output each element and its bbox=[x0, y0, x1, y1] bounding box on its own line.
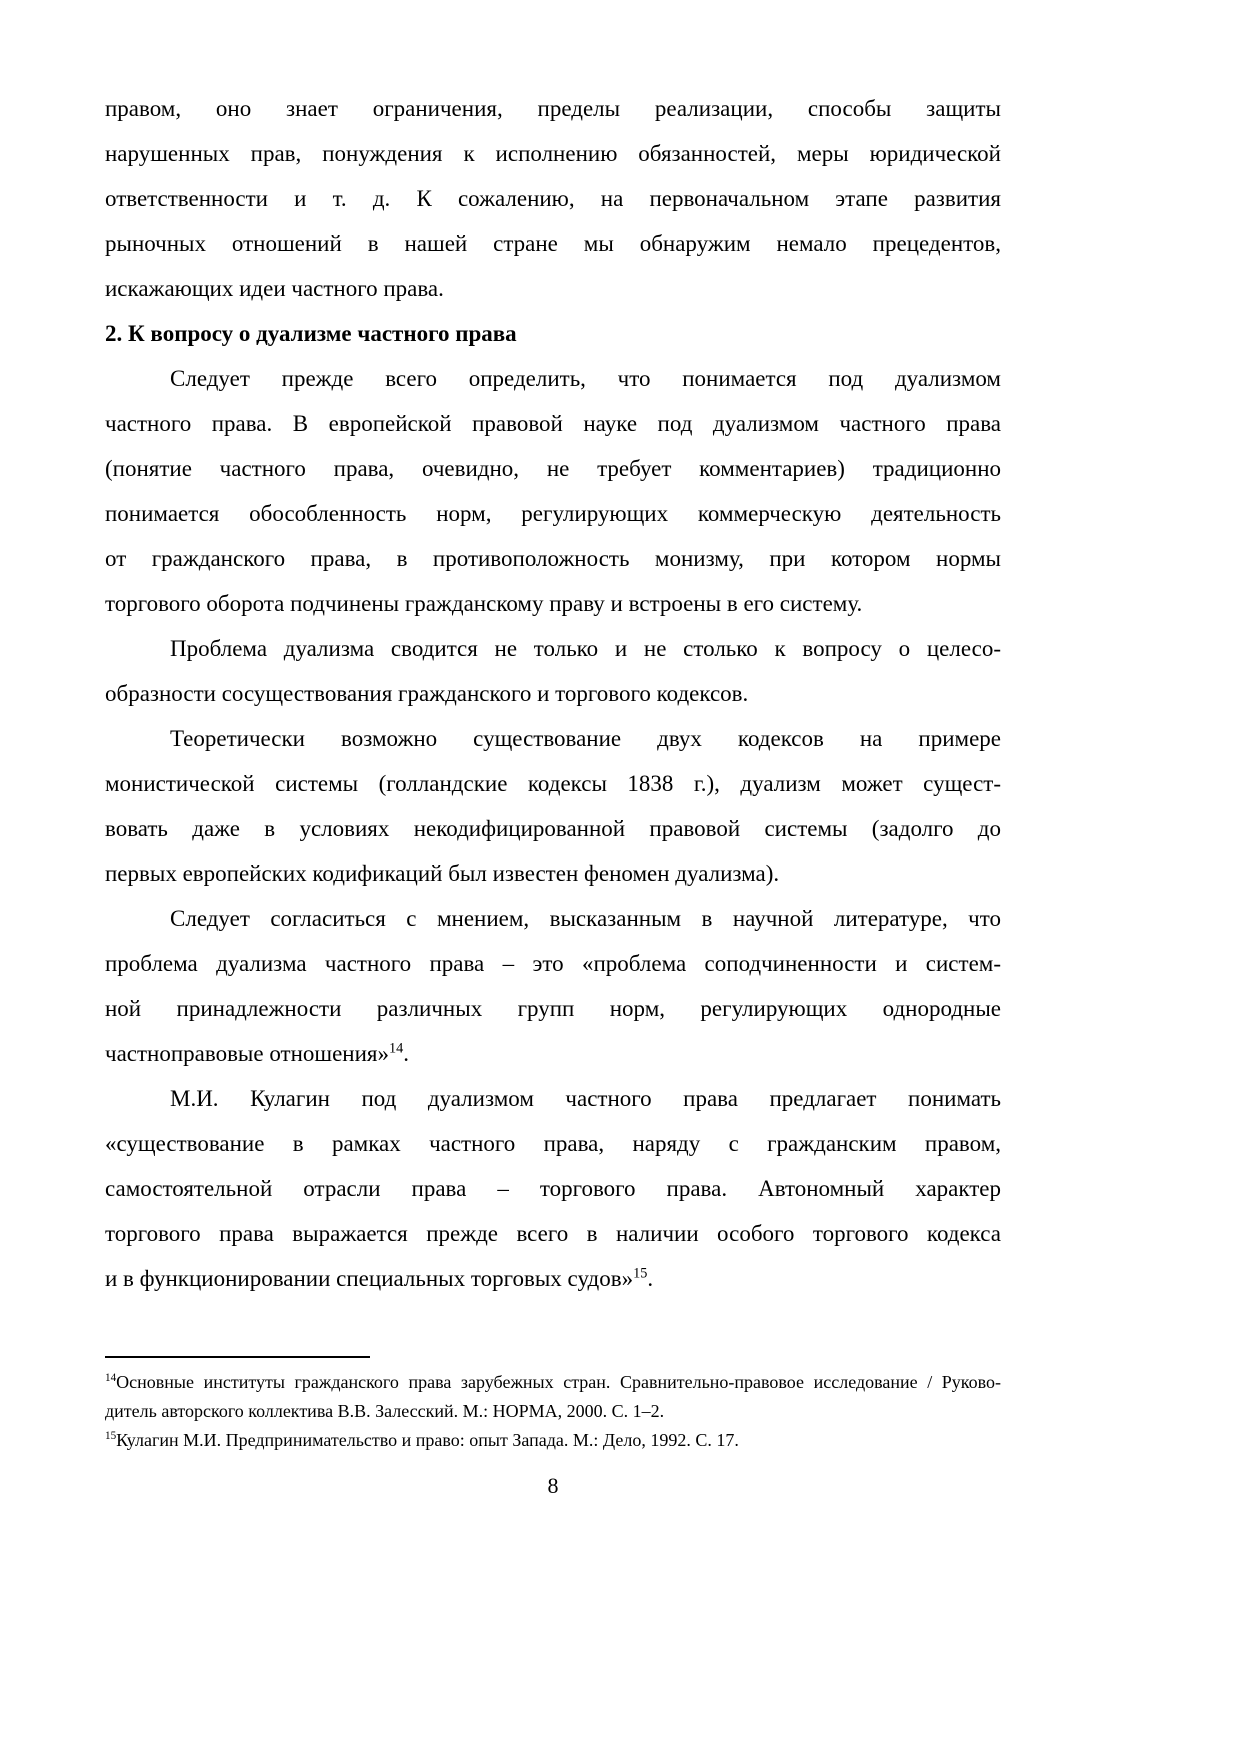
paragraph bbox=[105, 716, 1001, 896]
paragraph bbox=[105, 1076, 1001, 1301]
text-line: Следует прежде всего определить, что понимается под дуализмом bbox=[170, 366, 1001, 391]
text-line: торгового оборота подчинены гражданскому праву и встроены в его систему. bbox=[105, 591, 863, 616]
text-line: монистической системы (голландские кодексы 1838 г.), дуализм может сущест- bbox=[105, 771, 1001, 796]
content bbox=[105, 86, 1001, 1301]
text-line: Теоретически возможно существование двух кодексов на примере bbox=[170, 726, 1001, 751]
footnotes bbox=[105, 1356, 1001, 1455]
text-line: проблема дуализма частного права – это «проблема соподчиненности и систем- bbox=[105, 951, 1001, 976]
text-line: образности сосуществования гражданского и торгового кодексов. bbox=[105, 681, 749, 706]
text-line: ответственности и т. д. К сожалению, на первоначальном этапе развития bbox=[105, 186, 1001, 211]
paragraph bbox=[105, 626, 1001, 716]
text-line: частного права. В европейской правовой науке под дуализмом частного права bbox=[105, 411, 1001, 436]
text-line: «существование в рамках частного права, наряду с гражданским правом, bbox=[105, 1131, 1001, 1156]
paragraph bbox=[105, 356, 1001, 626]
text-line: искажающих идеи частного права. bbox=[105, 276, 444, 301]
paragraph bbox=[105, 896, 1001, 1076]
text-line: правом, оно знает ограничения, пределы реализации, способы защиты bbox=[105, 96, 1001, 121]
text-line: М.И. Кулагин под дуализмом частного права предлагает понимать bbox=[170, 1086, 1001, 1111]
text-line: от гражданского права, в противоположность монизму, при котором нормы bbox=[105, 546, 1001, 571]
text-line: рыночных отношений в нашей стране мы обнаружим немало прецедентов, bbox=[105, 231, 1001, 256]
text-line: торгового права выражается прежде всего в наличии особого торгового кодекса bbox=[105, 1221, 1001, 1246]
text-line: понимается обособленность норм, регулирующих коммерческую деятельность bbox=[105, 501, 1001, 526]
text-line: ной принадлежности различных групп норм, регулирующих однородные bbox=[105, 996, 1001, 1021]
text-line: нарушенных прав, понуждения к исполнению обязанностей, меры юридической bbox=[105, 141, 1001, 166]
footnote-line: $^{15}$Кулагин М.И. Предпринимательство и право: опыт Запада. М.: Дело, 1992. С. 17. bbox=[105, 1430, 739, 1450]
text-line: самостоятельной отрасли права – торгового права. Автономный характер bbox=[105, 1176, 1001, 1201]
text-line: частноправовые отношения»$^{14}$. bbox=[105, 1040, 410, 1066]
footnote-line: $^{14}$Основные институты гражданского права зарубежных стран. Сравнительно-правовое исследование / Руково- bbox=[105, 1372, 1001, 1392]
footnote-ref: 14 bbox=[105, 1372, 117, 1384]
footnote-ref: 15 bbox=[105, 1430, 117, 1442]
page-number: 8 bbox=[547, 1473, 559, 1498]
text-line: (понятие частного права, очевидно, не требует комментариев) традиционно bbox=[105, 456, 1001, 481]
section-heading: 2. К вопросу о дуализме частного права bbox=[105, 321, 517, 346]
footnote-list bbox=[105, 1368, 1001, 1455]
text-line: вовать даже в условиях некодифицированной правовой системы (задолго до bbox=[105, 816, 1001, 841]
footnote bbox=[105, 1426, 1001, 1455]
text-line: первых европейских кодификаций был известен феномен дуализма). bbox=[105, 861, 780, 886]
text-line: Проблема дуализма сводится не только и не столько к вопросу о целесо- bbox=[170, 636, 1001, 661]
text-line: Следует согласиться с мнением, высказанным в научной литературе, что bbox=[170, 906, 1001, 931]
text-line: и в функционировании специальных торговых судов»$^{15}$. bbox=[105, 1265, 654, 1291]
paragraph bbox=[105, 86, 1001, 311]
footnote bbox=[105, 1368, 1001, 1426]
footnote-ref: 14 bbox=[389, 1040, 404, 1057]
footnote-separator bbox=[105, 1356, 370, 1358]
footnote-line: дитель авторского коллектива В.В. Залесский. М.: НОРМА, 2000. С. 1–2. bbox=[105, 1401, 665, 1421]
footnote-ref: 15 bbox=[633, 1265, 648, 1282]
